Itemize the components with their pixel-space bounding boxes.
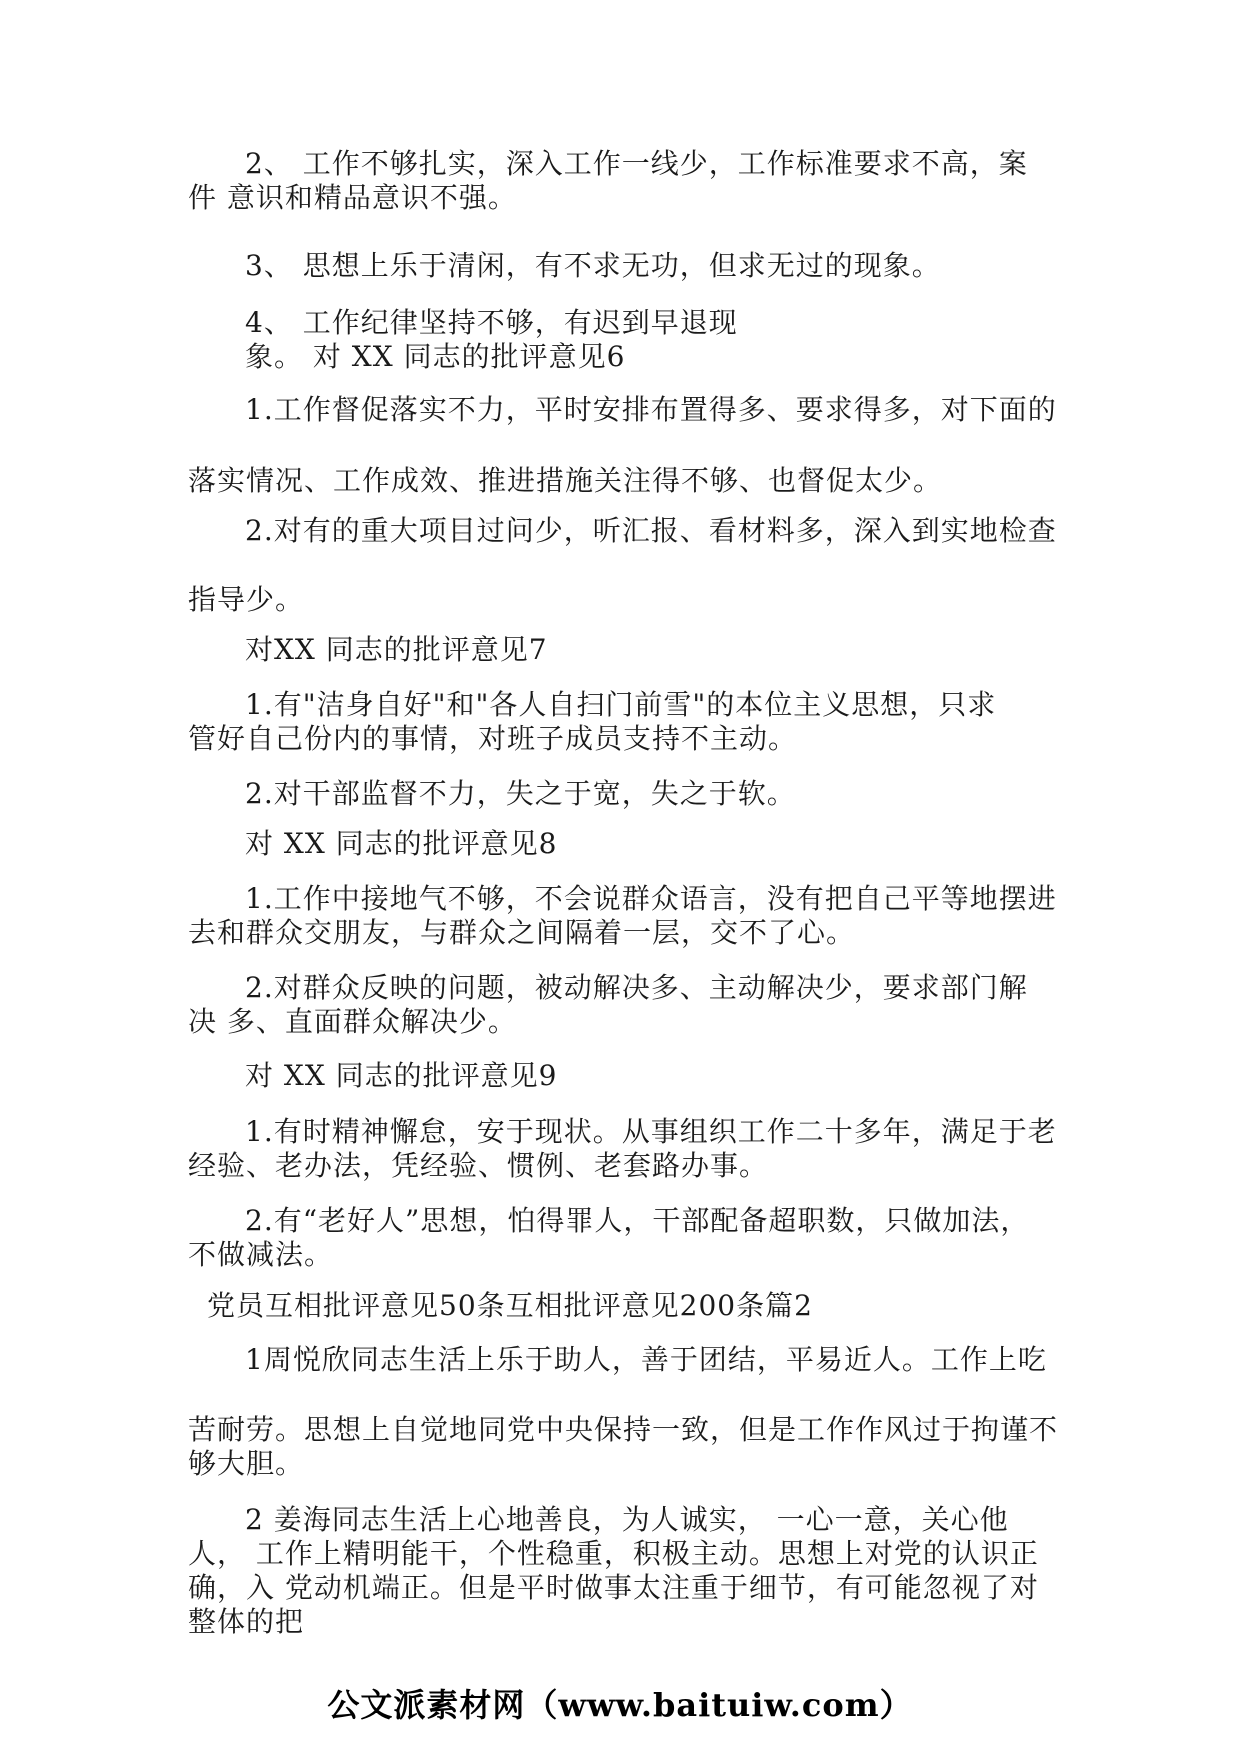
paragraph-line: 2.对干部监督不力，失之于宽，失之于软。	[245, 777, 796, 810]
paragraph-line: 不做减法。	[188, 1238, 334, 1271]
paragraph-line: 4、 工作纪律坚持不够，有迟到早退现	[245, 306, 738, 339]
paragraph-line: 2 姜海同志生活上心地善良，为人诚实， 一心一意，关心他	[245, 1503, 1009, 1536]
paragraph-line: 确，入 党动机端正。但是平时做事太注重于细节，有可能忽视了对	[188, 1571, 1039, 1604]
paragraph-line: 整体的把	[188, 1605, 305, 1638]
paragraph-line: 苦耐劳。思想上自觉地同党中央保持一致，但是工作作风过于拘谨不	[188, 1413, 1059, 1446]
paragraph-line: 去和群众交朋友，与群众之间隔着一层，交不了心。	[188, 916, 856, 949]
paragraph-line: 1.有时精神懈怠，安于现状。从事组织工作二十多年，满足于老	[245, 1115, 1057, 1148]
paragraph-line: 落实情况、工作成效、推进措施关注得不够、也督促太少。	[188, 464, 943, 497]
paragraph-line: 够大胆。	[188, 1447, 305, 1480]
paragraph-line: 3、 思想上乐于清闲，有不求无功，但求无过的现象。	[245, 249, 941, 282]
paragraph-line: 1.有"洁身自好"和"各人自扫门前雪"的本位主义思想，只求	[245, 688, 997, 721]
section-heading: 对XX 同志的批评意见7	[245, 633, 548, 666]
section-heading: 象。 对 XX 同志的批评意见6	[245, 340, 626, 373]
paragraph-line: 1.工作中接地气不够，不会说群众语言，没有把自己平等地摆进	[245, 882, 1057, 915]
section-heading: 对 XX 同志的批评意见9	[245, 1059, 558, 1092]
section-heading: 对 XX 同志的批评意见8	[245, 827, 558, 860]
paragraph-line: 1周悦欣同志生活上乐于助人，善于团结，平易近人。工作上吃	[245, 1343, 1047, 1376]
paragraph-line: 决 多、直面群众解决少。	[188, 1005, 517, 1038]
paragraph-line: 指导少。	[188, 583, 305, 616]
paragraph-line: 管好自己份内的事情，对班子成员支持不主动。	[188, 722, 798, 755]
paragraph-line: 1.工作督促落实不力，平时安排布置得多、要求得多，对下面的	[245, 393, 1057, 426]
paragraph-line: 2.对有的重大项目过问少，听汇报、看材料多，深入到实地检查	[245, 514, 1057, 547]
paragraph-line: 件 意识和精品意识不强。	[188, 181, 517, 214]
paragraph-line: 经验、老办法，凭经验、惯例、老套路办事。	[188, 1149, 769, 1182]
paragraph-line: 2.有“老好人”思想，怕得罪人，干部配备超职数，只做加法，	[245, 1204, 1030, 1237]
section-heading: 党员互相批评意见50条互相批评意见200条篇2	[207, 1289, 813, 1322]
paragraph-line: 人， 工作上精明能干，个性稳重，积极主动。思想上对党的认识正	[188, 1537, 1039, 1570]
paragraph-line: 2、 工作不够扎实，深入工作一线少，工作标准要求不高，案	[245, 147, 1028, 180]
footer-watermark: 公文派素材网（www.baituiw.com）	[327, 1686, 913, 1724]
paragraph-line: 2.对群众反映的问题，被动解决多、主动解决少，要求部门解	[245, 971, 1028, 1004]
